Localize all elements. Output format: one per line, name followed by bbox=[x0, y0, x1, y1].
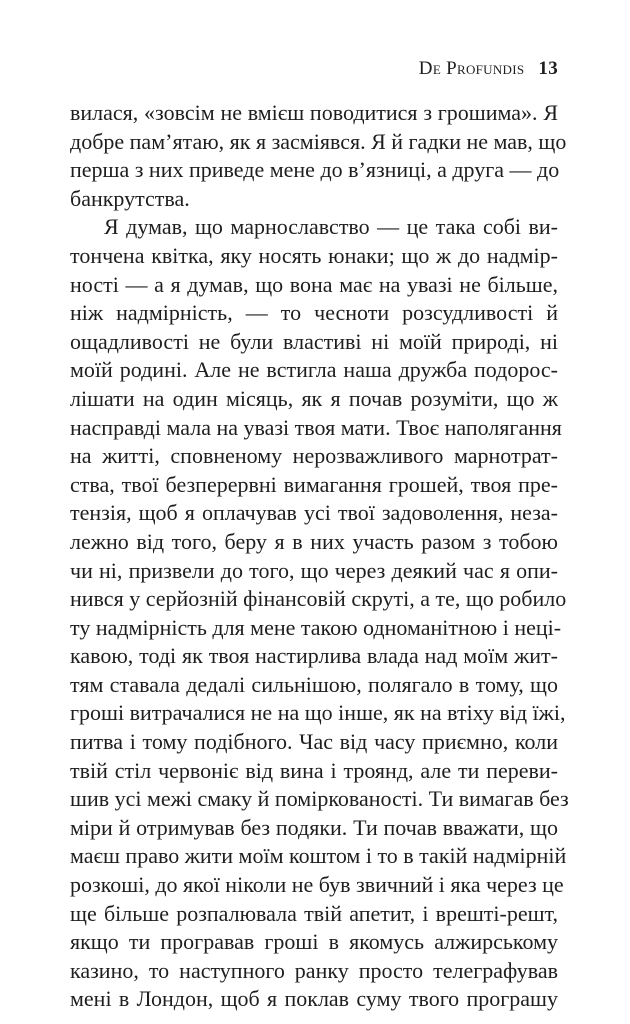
text-line: тям ставала дедалі сильнішою, полягало в тому, що bbox=[70, 671, 558, 697]
page-number: 13 bbox=[538, 58, 558, 79]
text-line: ності — а я думав, що вона має на увазі не більше, bbox=[70, 271, 558, 297]
text-line: ства, твої безперервні вимагання грошей, твоя пре- bbox=[70, 471, 558, 497]
text-line: на житті, сповненому нерозважливого марнотрат- bbox=[70, 443, 558, 469]
text-body bbox=[70, 99, 569, 1014]
text-line: Я думав, що марнославство — це така собі ви- bbox=[104, 214, 558, 240]
text-line: маєш право жити моїм коштом і то в такій надмірній bbox=[70, 843, 567, 869]
text-line: ощадливості не були властиві ні моїй природі, ні bbox=[70, 328, 558, 354]
text-line: перша з них приведе мене до в’язниці, а друга — до bbox=[70, 157, 560, 183]
text-line: міри й отримував без подяки. Ти почав вважати, що bbox=[70, 814, 558, 840]
text-line: кавою, тоді як твоя настирлива влада над моїм жит- bbox=[70, 643, 558, 669]
text-line: ту надмірність для мене такою одноманітною і неці- bbox=[70, 614, 562, 640]
text-line: тончена квітка, яку носять юнаки; що ж до надмір- bbox=[70, 242, 558, 268]
text-line: питва і тому подібного. Час від часу приємно, коли bbox=[70, 729, 558, 755]
text-line: вилася, «зовсім не вмієш поводитися з грошима». Я bbox=[70, 100, 558, 125]
text-line: нився у серйозній фінансовій скруті, а те, що робило bbox=[70, 586, 567, 612]
text-line: ніж надмірність, — то чесноти розсудливості й bbox=[70, 300, 558, 326]
text-line: шив усі межі смаку й поміркованості. Ти вимагав без bbox=[70, 786, 569, 812]
running-head-title: De Profundis bbox=[418, 58, 525, 79]
text-line: чи ні, призвели до того, що через деякий час я опи- bbox=[70, 557, 558, 583]
text-line: насправді мала на увазі твоя мати. Твоє наполягання bbox=[70, 414, 562, 440]
text-line: добре пам’ятаю, як я засміявся. Я й гадки не мав, що bbox=[70, 128, 567, 154]
text-line: тензія, щоб я оплачував усі твої задоволення, неза- bbox=[70, 500, 558, 526]
text-line: казино, то наступного ранку просто телеграфував bbox=[70, 957, 558, 983]
text-line: гроші витрачалися не на що інше, як на втіху від їжі, bbox=[70, 700, 566, 726]
text-line: лішати на один місяць, як я почав розуміти, що ж bbox=[70, 385, 558, 411]
text-line: моїй родині. Але не встигла наша дружба подорос- bbox=[70, 357, 558, 383]
text-line: лежно від того, беру я в них участь разом з тобою bbox=[70, 528, 558, 554]
running-head bbox=[70, 57, 558, 81]
text-line: якщо ти програвав гроші в якомусь алжирському bbox=[70, 929, 558, 955]
text-line: розкоші, до якої ніколи не був звичний і яка через це bbox=[70, 872, 564, 898]
text-line: банкрутства. bbox=[70, 185, 190, 211]
text-line: твій стіл червоніє від вина і троянд, але ти переви- bbox=[70, 757, 558, 783]
text-line: ще більше розпалювала твій апетит, і врешті-решт, bbox=[70, 900, 558, 926]
text-line: мені в Лондон, щоб я поклав суму твого програшу bbox=[70, 986, 558, 1012]
